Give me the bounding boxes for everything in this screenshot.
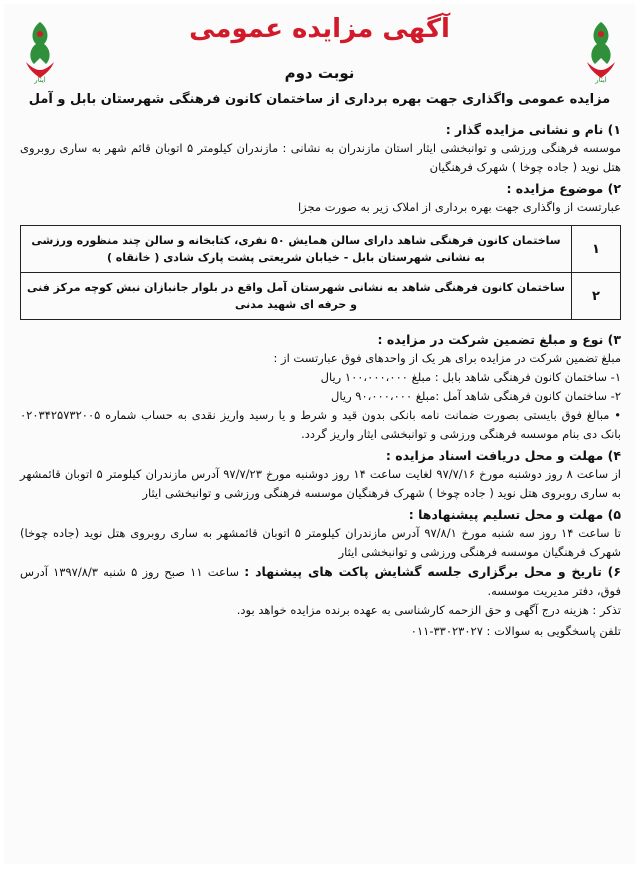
section-title: ۲) موضوع مزایده : (506, 181, 621, 196)
notice-body (20, 118, 621, 641)
section-title: ۶) تاریخ و محل برگزاری جلسه گشایش پاکت های پیشنهاد : (244, 564, 622, 579)
section-text: از ساعت ۸ روز دوشنبه مورخ ۹۷/۷/۱۶ لغایت ساعت ۱۴ روز دوشنبه مورخ ۹۷/۷/۲۳ آدرس مازندران کیلومتر ۵ اتوبان قائمشهر به ساری روبروی هتل نوید ( جاده چوخا ) شهرک فرهنگیان موسسه فرهنگی ورزشی و توانبخشی ایثار (20, 467, 621, 500)
notice-round: نوبت دوم (284, 64, 355, 82)
row-number: ۱ (572, 226, 621, 273)
section-text: عبارتست از واگذاری جهت بهره برداری از املاک زیر به صورت مجزا (297, 200, 621, 214)
auction-notice (4, 4, 635, 864)
section-text: ۱- ساختمان کانون فرهنگی شاهد بابل : مبلغ ۱۰۰،۰۰۰،۰۰۰ ریال (320, 370, 621, 384)
page-title: آگهی مزایده عمومی (189, 14, 450, 44)
section-title: ۵) مهلت و محل تسلیم پیشنهادها : (408, 507, 621, 522)
section-title: ۱) نام و نشانی مزایده گذار : (445, 122, 621, 137)
property-table (20, 225, 621, 320)
section-title: ۳) نوع و مبلغ تضمین شرکت در مزایده : (377, 332, 621, 347)
section-text: تا ساعت ۱۴ روز سه شنبه مورخ ۹۷/۸/۱ آدرس مازندران کیلومتر ۵ اتوبان قائمشهر به ساری روبروی هتل نوید (جاده چوخا) شهرک فرهنگیان موسسه فرهنگی ورزشی و توانبخشی ایثار (20, 526, 621, 559)
section-text: ساعت ۱۱ صبح روز ۵ شنبه ۱۳۹۷/۸/۳ آدرس فوق، دفتر مدیریت موسسه. (20, 565, 621, 598)
notice-heading: مزایده عمومی واگذاری جهت بهره برداری از ساختمان کانون فرهنگی شهرستان بابل و آمل (28, 92, 611, 107)
section-text: ۲- ساختمان کانون فرهنگی شاهد آمل :مبلغ ۹۰،۰۰۰،۰۰۰ ریال (331, 389, 621, 403)
contact-phone: تلفن پاسخگویی به سوالات : ۳۳۰۲۳۰۲۷-۰۱۱ (410, 624, 621, 638)
section-title: ۴) مهلت و محل دریافت اسناد مزایده : (385, 448, 621, 463)
row-text: ساختمان کانون فرهنگی شاهد به نشانی شهرستان آمل واقع در بلوار جانبازان نبش کوچه مرکز فنی و حرفه ای شهید مدنی (21, 273, 572, 320)
row-number: ۲ (572, 273, 621, 320)
section-text: • مبالغ فوق بایستی بصورت ضمانت نامه بانکی بدون قید و شرط و یا رسید واریز نقدی به حساب شماره ۰۲۰۳۴۲۵۷۳۲۰۰۵ بانک دی بنام موسسه فرهنگی ورزشی و توانبخشی ایثار واریز گردد. (20, 408, 621, 441)
footer-note: تذکر : هزینه درج آگهی و حق الزحمه کارشناسی به عهده برنده مزایده خواهد بود. (236, 603, 621, 617)
section-text: مبلغ تضمین شرکت در مزایده برای هر یک از واحدهای فوق عبارتست از : (273, 351, 621, 365)
svg-text:ایثار: ایثار (34, 76, 46, 84)
table-row (21, 226, 621, 273)
row-text: ساختمان کانون فرهنگی شاهد دارای سالن همایش ۵۰ نفری، کتابخانه و سالن چند منظوره ورزشی به نشانی شهرستان بابل - خیابان شریعتی پشت پارک شادی ( خانقاه ) (21, 226, 572, 273)
section-text: موسسه فرهنگی ورزشی و توانبخشی ایثار استان مازندران به نشانی : مازندران کیلومتر ۵ اتوبان قائم شهر به ساری روبروی هتل نوید ( جاده چوخا ) شهرک فرهنگیان (20, 141, 621, 174)
svg-text:ایثار: ایثار (595, 76, 607, 84)
table-row (21, 273, 621, 320)
